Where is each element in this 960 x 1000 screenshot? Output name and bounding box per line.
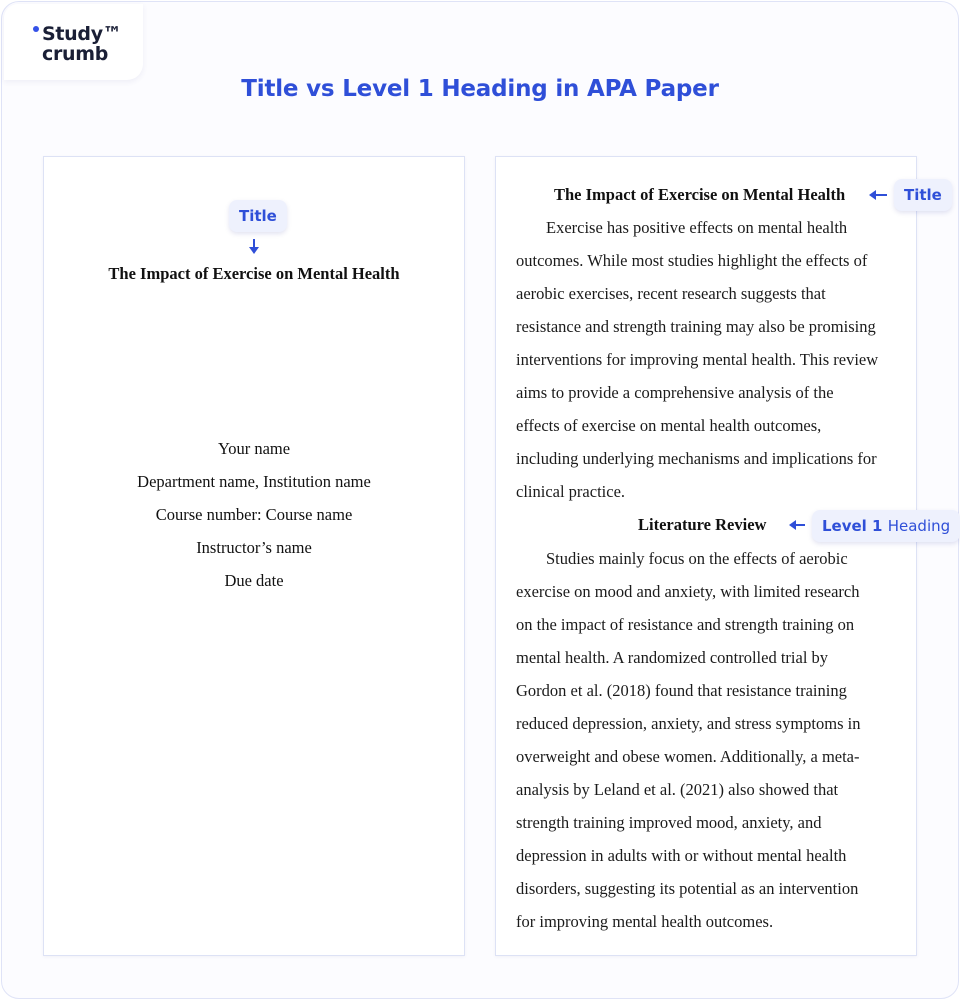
arrow-down-icon [253,239,255,250]
due-date-line: Due date [224,571,284,590]
level1-heading: Literature Review [638,515,767,534]
text-line: outcomes. While most studies highlight the effects of [516,251,868,270]
level1-heading-badge [812,510,960,542]
arrow-left-icon [875,194,887,196]
text-line: Exercise has positive effects on mental health [546,218,848,237]
logo-card [4,4,143,80]
author-affiliation: Department name, Institution name [137,472,371,491]
intro-paragraph [516,211,916,508]
page-title: Title vs Level 1 Heading in APA Paper [241,76,719,102]
text-line: effects of exercise on mental health outcomes, [516,416,822,435]
title-badge-left: Title [229,200,287,232]
text-line: aims to provide a comprehensive analysis of the [516,383,834,402]
instructor-line: Instructor’s name [196,538,312,557]
text-line: exercise on mood and anxiety, with limited research [516,582,860,601]
text-line: resistance and strength training may also be promising [516,317,876,336]
logo-trademark: ™ [102,23,122,45]
text-line: on the impact of resistance and strength training on [516,615,855,634]
logo-word-crumb: crumb [42,43,109,65]
text-line: aerobic exercises, recent research suggests that [516,284,826,303]
text-line: strength training improved mood, anxiety, and [516,813,822,832]
body-page-title: The Impact of Exercise on Mental Health [554,185,846,204]
text-line: clinical practice. [516,482,626,501]
title-badge-right: Title [894,179,952,211]
text-line: analysis by Leland et al. (2021) also showed that [516,780,839,799]
studycrumb-logo[interactable] [42,24,121,64]
text-line: reduced depression, anxiety, and stress symptoms in [516,714,861,733]
text-line: Gordon et al. (2018) found that resistance training [516,681,847,700]
text-line: mental health. A randomized controlled trial by [516,648,829,667]
author-block [43,437,465,602]
level1-badge-light: Heading [887,517,951,535]
text-line: including underlying mechanisms and implications for [516,449,877,468]
text-line: Studies mainly focus on the effects of aerobic [546,549,848,568]
text-line: depression in adults with or without mental health [516,846,847,865]
text-line: for improving mental health outcomes. [516,912,774,931]
literature-paragraph [516,542,916,938]
level1-badge-bold: Level 1 [822,517,883,535]
logo-dot-icon [33,26,39,32]
arrow-left-icon [795,524,805,526]
text-line: overweight and obese women. Additionally, a meta- [516,747,860,766]
text-line: interventions for improving mental health. This review [516,350,879,369]
logo-word-study: Study [42,23,103,45]
text-line: disorders, suggesting its potential as an intervention [516,879,859,898]
course-line: Course number: Course name [155,505,353,524]
author-name: Your name [217,439,291,458]
title-page-paper-title: The Impact of Exercise on Mental Health [108,264,400,283]
